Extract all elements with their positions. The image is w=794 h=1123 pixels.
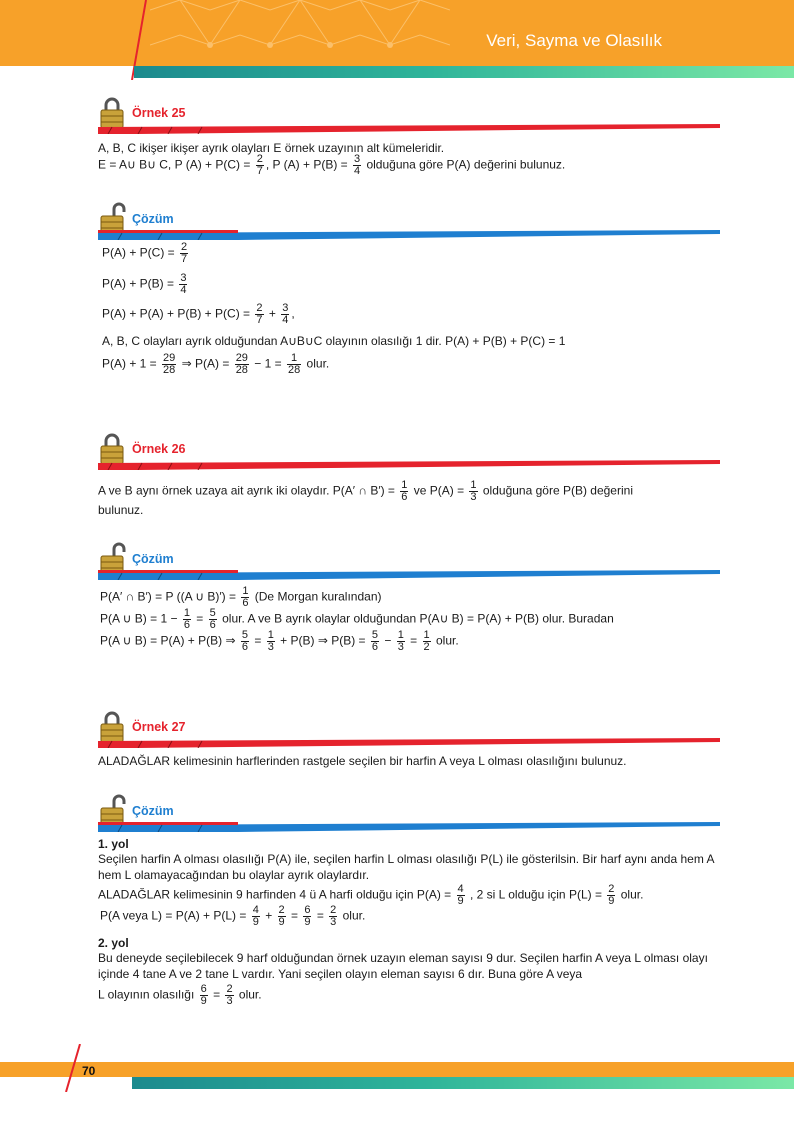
- fraction: $\frac{5}{6}$: [209, 607, 216, 631]
- fraction: $\frac{5}{6}$: [371, 629, 379, 653]
- example-25-banner: [98, 106, 720, 130]
- solution-line: P(A veya L) = P(A) + P(L) = $\frac{4}{9}$ + $\frac{2}{9}$ = $\frac{6}{9}$ = $\frac{2}{3}$ olur.: [100, 904, 366, 928]
- red-banner-bar: [98, 124, 720, 134]
- question-line: ALADAĞLAR kelimesinin harflerinden rastgele seçilen bir harfin A veya L olması olasılığını bulunuz.: [98, 754, 627, 768]
- fraction: $\frac{2}{7}$: [256, 302, 263, 326]
- fraction: $\frac{1}{3}$: [267, 629, 274, 653]
- solution-line: L olayının olasılığı $\frac{6}{9}$ = $\frac{2}{3}$ olur.: [98, 983, 262, 1007]
- solution-line: P(A) + P(B) = $\frac{3}{4}$: [102, 272, 187, 296]
- red-banner-bar: [98, 460, 720, 470]
- question-line: A ve B aynı örnek uzaya ait ayrık iki olaydır. P(A′ ∩ B′) = $\frac{1}{6}$ ve P(A) = $\frac{1}{3}$ olduğuna göre P(B) değerini: [98, 479, 633, 503]
- fraction: $\frac{29}{28}$: [235, 352, 248, 376]
- question-line: A, B, C ikişer ikişer ayrık olayları E örnek uzayının alt kümeleridir.: [98, 141, 445, 155]
- example-27-banner: [98, 720, 720, 744]
- fraction: $\frac{29}{28}$: [163, 352, 176, 376]
- header-title: Veri, Sayma ve Olasılık: [486, 31, 662, 50]
- solution-25-banner: [98, 212, 720, 236]
- solution-line: A, B, C olayları ayrık olduğundan A∪B∪C olayının olasılığı 1 dir. P(A) + P(B) + P(C) = 1: [102, 334, 566, 348]
- footer-slash: [58, 1044, 84, 1092]
- fraction: $\frac{2}{3}$: [226, 983, 233, 1007]
- fraction: $\frac{3}{4}$: [180, 272, 187, 296]
- blue-banner-bar: [98, 230, 720, 240]
- solution-paragraph: Seçilen harfin A olması olasılığı P(A) ile, seçilen harfin L olması olasılığı P(L) ile gösterilsin. Bir harf aynı anda hem A hem L olamayacağından bu olaylar ayrık olaylardır.: [98, 852, 714, 882]
- solution-line: P(A) + P(A) + P(B) + P(C) = $\frac{2}{7}$ + $\frac{3}{4}$ ,: [102, 302, 295, 326]
- header-gradient-bar: [134, 66, 794, 78]
- fraction: $\frac{6}{9}$: [304, 904, 311, 928]
- footer-band: [0, 1062, 794, 1077]
- fraction: $\frac{3}{4}$: [354, 153, 361, 177]
- fraction: $\frac{2}{9}$: [278, 904, 285, 928]
- solution-line: P(A ∪ B) = P(A) + P(B) ⇒ $\frac{5}{6}$ = $\frac{1}{3}$ + P(B) ⇒ P(B) = $\frac{5}{6}$ − $\frac{1}{3}$ = $\frac{1}{2}$ olur.: [100, 629, 459, 653]
- solution-line: P(A) + 1 = $\frac{29}{28}$ ⇒ P(A) = $\frac{29}{28}$ − 1 = $\frac{1}{28}$ olur.: [102, 352, 330, 376]
- header-hexagon-pattern: [150, 0, 450, 66]
- example-26-banner: [98, 442, 720, 466]
- page-number: 70: [82, 1064, 96, 1078]
- question-line: bulunuz.: [98, 503, 144, 517]
- fraction: $\frac{2}{7}$: [181, 241, 188, 265]
- example-title: Örnek 27: [132, 720, 186, 734]
- method-heading: 2. yol: [98, 936, 129, 950]
- fraction: $\frac{2}{7}$: [256, 153, 263, 177]
- example-title: Örnek 26: [132, 442, 186, 456]
- solution-line: P(A′ ∩ B′) = P ((A ∪ B)′) = $\frac{1}{6}$ (De Morgan kuralından): [100, 585, 382, 609]
- fraction: $\frac{2}{3}$: [330, 904, 337, 928]
- fraction: $\frac{6}{9}$: [200, 983, 207, 1007]
- fraction: $\frac{1}{2}$: [423, 629, 430, 653]
- method-heading: 1. yol: [98, 837, 129, 851]
- blue-banner-bar: [98, 822, 720, 832]
- example-title: Örnek 25: [132, 106, 186, 120]
- fraction: $\frac{4}{9}$: [252, 904, 259, 928]
- solution-paragraph: Bu deneyde seçilebilecek 9 harf olduğundan örnek uzayın eleman sayısı 9 dur. Seçilen harfin A veya L olması olayı içinde 4 tane A ve 2 tane L vardır. Yani seçilen olayın eleman sayısı 6 dır. Buna göre A veya: [98, 951, 708, 981]
- fraction: $\frac{1}{3}$: [397, 629, 404, 653]
- fraction: $\frac{4}{9}$: [457, 883, 464, 907]
- fraction: $\frac{3}{4}$: [282, 302, 289, 326]
- solution-line: ALADAĞLAR kelimesinin 9 harfinden 4 ü A harfi olduğu için P(A) = $\frac{4}{9}$ , 2 si L olduğu için P(L) = $\frac{2}{9}$ olur.: [98, 883, 644, 907]
- solution-line: P(A ∪ B) = 1 − $\frac{1}{6}$ = $\frac{5}{6}$ olur. A ve B ayrık olaylar olduğundan P(A∪ B) = P(A) + P(B) olur. Buradan: [100, 607, 614, 631]
- solution-title: Çözüm: [132, 552, 174, 566]
- red-banner-bar: [98, 738, 720, 748]
- blue-banner-bar: [98, 570, 720, 580]
- fraction: $\frac{1}{3}$: [470, 479, 477, 503]
- solution-26-banner: [98, 552, 720, 576]
- fraction: $\frac{1}{28}$: [287, 352, 301, 376]
- question-line: E = A∪ B∪ C, P (A) + P(C) = $\frac{2}{7}$ , P (A) + P(B) = $\frac{3}{4}$ olduğuna göre P(A) değerini bulunuz.: [98, 153, 566, 177]
- fraction: $\frac{2}{9}$: [608, 883, 615, 907]
- fraction: $\frac{1}{6}$: [242, 585, 249, 609]
- fraction: $\frac{5}{6}$: [241, 629, 248, 653]
- footer-gradient-bar: [132, 1077, 794, 1089]
- fraction: $\frac{1}{6}$: [183, 607, 190, 631]
- solution-27-banner: [98, 804, 720, 828]
- fraction: $\frac{1}{6}$: [401, 479, 408, 503]
- solution-line: P(A) + P(C) = $\frac{2}{7}$: [102, 241, 188, 265]
- solution-title: Çözüm: [132, 804, 174, 818]
- solution-title: Çözüm: [132, 212, 174, 226]
